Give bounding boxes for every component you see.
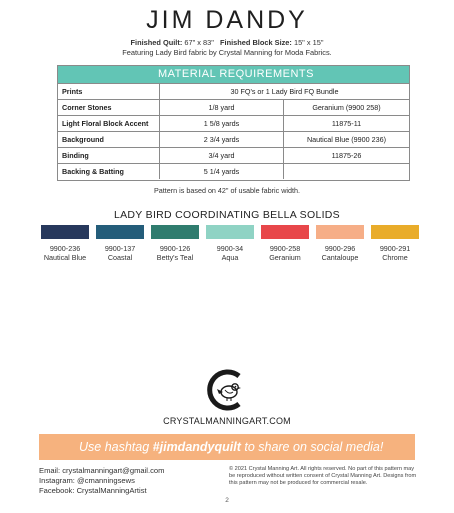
- finished-quilt-value: 67" x 83": [184, 38, 214, 47]
- swatch-chip: [261, 225, 309, 239]
- swatch-code: 9900-291: [379, 244, 411, 253]
- swatch-chip: [371, 225, 419, 239]
- website-url: CRYSTALMANNINGART.COM: [163, 416, 291, 426]
- hashtag-prefix: Use hashtag: [79, 440, 153, 454]
- material-item: Backing & Batting: [58, 164, 160, 179]
- hashtag-tag: #jimdandyquilt: [152, 440, 241, 454]
- hashtag-suffix: to share on social media!: [240, 440, 384, 454]
- material-amount: 1 5/8 yards: [160, 116, 284, 131]
- material-amount: 30 FQ's or 1 Lady Bird FQ Bundle: [230, 87, 339, 96]
- pattern-title: JIM DANDY: [146, 6, 308, 34]
- material-amount: 1/8 yard: [160, 100, 284, 115]
- material-fabric: Nautical Blue (9900 236): [306, 135, 387, 144]
- solid-swatch: [41, 225, 89, 262]
- solid-swatch: [206, 225, 254, 262]
- facebook-contact: Facebook: CrystalManningArtist: [39, 486, 147, 495]
- table-row: [58, 131, 409, 147]
- finished-quilt-label: Finished Quilt:: [130, 38, 183, 47]
- swatch-chip: [41, 225, 89, 239]
- solid-swatch: [316, 225, 364, 262]
- hashtag-banner: [39, 434, 415, 460]
- material-fabric: [284, 164, 409, 179]
- swatch-chip: [96, 225, 144, 239]
- swatch-name: Coastal: [107, 253, 133, 262]
- material-requirements-header: MATERIAL REQUIREMENTS: [58, 66, 409, 83]
- swatch-name: Betty's Teal: [156, 253, 194, 262]
- material-amount: 2 3/4 yards: [160, 132, 284, 147]
- swatch-code: 9900-34: [216, 244, 244, 253]
- finished-block-value: 15" x 15": [293, 38, 324, 47]
- table-row: [58, 163, 409, 179]
- material-item: Background: [58, 132, 160, 147]
- table-row: [58, 115, 409, 131]
- table-row: [58, 147, 409, 163]
- featuring-line: Featuring Lady Bird fabric by Crystal Manning for Moda Fabrics.: [122, 48, 332, 57]
- swatch-name: Geranium: [269, 253, 301, 262]
- material-amount: 5 1/4 yards: [160, 164, 284, 179]
- material-fabric: 11875-26: [331, 151, 362, 160]
- finished-sizes: [0, 38, 454, 47]
- swatch-code: 9900-137: [104, 244, 136, 253]
- table-row: [58, 83, 409, 99]
- pattern-width-note: Pattern is based on 42" of usable fabric width.: [154, 186, 300, 195]
- material-amount: 3/4 yard: [160, 148, 284, 163]
- swatch-chip: [316, 225, 364, 239]
- material-item: Corner Stones: [58, 100, 160, 115]
- material-requirements-table: [57, 65, 410, 181]
- contact-info: [39, 466, 164, 496]
- swatch-code: 9900-258: [269, 244, 301, 253]
- swatch-chip: [206, 225, 254, 239]
- email-contact: Email: crystalmanningart@gmail.com: [39, 466, 165, 475]
- solid-swatch: [96, 225, 144, 262]
- solid-swatch: [261, 225, 309, 262]
- swatch-chip: [151, 225, 199, 239]
- swatch-name: Cantaloupe: [321, 253, 359, 262]
- material-fabric: 11875-11: [331, 119, 362, 128]
- finished-block-label: Finished Block Size:: [220, 38, 292, 47]
- copyright-notice: © 2021 Crystal Manning Art. All rights reserved. No part of this pattern may be reproduced without written consent of Crystal Manning Art. Designs from this pattern may not be produced for commercial resale.: [229, 466, 417, 487]
- solid-swatch: [371, 225, 419, 262]
- table-row: [58, 99, 409, 115]
- material-fabric: Geranium (9900 258): [312, 103, 381, 112]
- swatch-name: Nautical Blue: [43, 253, 87, 262]
- material-item: Prints: [58, 84, 160, 99]
- crystal-manning-logo-icon: [205, 368, 249, 412]
- swatch-code: 9900-296: [324, 244, 356, 253]
- coordinating-solids-title: LADY BIRD COORDINATING BELLA SOLIDS: [113, 209, 340, 221]
- swatch-name: Chrome: [382, 253, 408, 262]
- swatch-code: 9900-236: [49, 244, 81, 253]
- instagram-contact: Instagram: @cmanningsews: [39, 476, 135, 485]
- solid-swatch: [151, 225, 199, 262]
- swatch-name: Aqua: [221, 253, 239, 262]
- material-item: Light Floral Block Accent: [58, 116, 160, 131]
- page-number: 2: [225, 497, 229, 504]
- swatch-code: 9900-126: [159, 244, 191, 253]
- material-item: Binding: [58, 148, 160, 163]
